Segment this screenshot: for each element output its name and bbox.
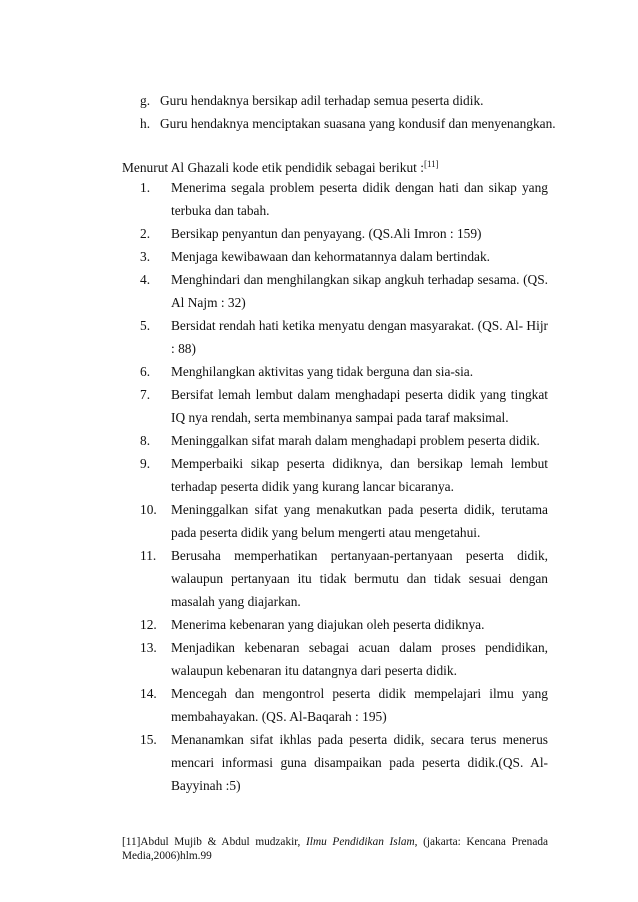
numbered-list — [122, 176, 548, 797]
item-text: Meninggalkan sifat marah dalam menghadapi problem peserta didik. — [171, 433, 540, 448]
list-item-text: Guru hendaknya bersikap adil terhadap semua peserta didik. — [160, 93, 484, 108]
item-text: Bersikap penyantun dan penyayang. (QS.Ali Imron : 159) — [171, 226, 482, 241]
list-item — [122, 268, 548, 314]
item-text: Menjaga kewibawaan dan kehormatannya dalam bertindak. — [171, 249, 491, 264]
list-item — [122, 682, 548, 728]
item-text: Meninggalkan sifat yang menakutkan pada peserta didik, terutama pada peserta didik yang belum mengerti atau mengetahui. — [171, 502, 548, 540]
item-number: 13. — [140, 640, 157, 655]
list-item — [122, 498, 548, 544]
item-text: Bersidat rendah hati ketika menyatu dengan masyarakat. (QS. Al- Hijr : 88) — [171, 318, 548, 356]
item-number: 3. — [140, 249, 151, 264]
list-item — [122, 544, 548, 613]
list-item — [122, 176, 548, 222]
item-number: 5. — [140, 318, 151, 333]
list-item — [122, 728, 548, 797]
footnote-suffix: , (jakarta: Kencana Prenada Media,2006)hlm.99 — [122, 836, 548, 862]
item-number: 8. — [140, 433, 151, 448]
item-text: Mencegah dan mengontrol peserta didik mempelajari ilmu yang membahayakan. (QS. Al-Baqarah : 195) — [171, 686, 548, 724]
footnote — [122, 835, 548, 863]
list-marker: g. — [140, 93, 151, 108]
item-number: 14. — [140, 686, 157, 701]
list-item — [122, 636, 548, 682]
item-number: 1. — [140, 180, 151, 195]
item-text: Menerima segala problem peserta didik dengan hati dan sikap yang terbuka dan tabah. — [171, 180, 548, 218]
list-item-h — [140, 116, 556, 132]
item-number: 15. — [140, 732, 157, 747]
item-number: 4. — [140, 272, 151, 287]
item-text: Menanamkan sifat ikhlas pada peserta didik, secara terus menerus mencari informasi guna disampaikan pada peserta didik.(QS. Al-Bayyinah :5) — [171, 732, 548, 793]
item-number: 6. — [140, 364, 151, 379]
list-item — [122, 360, 548, 383]
list-marker: h. — [140, 116, 151, 131]
list-item — [122, 383, 548, 429]
intro-paragraph — [122, 156, 439, 176]
list-item — [122, 613, 548, 636]
item-text: Menghindari dan menghilangkan sikap angkuh terhadap sesama. (QS. Al Najm : 32) — [171, 272, 548, 310]
item-text: Menghilangkan aktivitas yang tidak berguna dan sia-sia. — [171, 364, 474, 379]
list-item — [122, 245, 548, 268]
item-number: 7. — [140, 387, 151, 402]
footnote-prefix: [11]Abdul Mujib & Abdul mudzakir, — [122, 836, 301, 848]
item-text: Bersifat lemah lembut dalam menghadapi peserta didik yang tingkat IQ nya rendah, serta membinanya sampai pada taraf maksimal. — [171, 387, 548, 425]
list-item — [122, 429, 548, 452]
footnote-reference: [11] — [423, 159, 439, 169]
intro-text: Menurut Al Ghazali kode etik pendidik sebagai berikut : — [122, 160, 424, 175]
list-item-g — [140, 93, 484, 109]
list-item — [122, 314, 548, 360]
item-text: Memperbaiki sikap peserta didiknya, dan bersikap lemah lembut terhadap peserta didik yang kurang lancar bicaranya. — [171, 456, 548, 494]
item-text: Menerima kebenaran yang diajukan oleh peserta didiknya. — [171, 617, 485, 632]
item-text: Berusaha memperhatikan pertanyaan-pertanyaan peserta didik, walaupun pertanyaan itu tidak bermutu dan tidak sesuai dengan masalah yang diajarkan. — [171, 548, 548, 609]
item-number: 2. — [140, 226, 151, 241]
list-item-text: Guru hendaknya menciptakan suasana yang kondusif dan menyenangkan. — [160, 116, 556, 131]
list-item — [122, 452, 548, 498]
item-number: 12. — [140, 617, 157, 632]
item-text: Menjadikan kebenaran sebagai acuan dalam proses pendidikan, walaupun kebenaran itu datangnya dari peserta didik. — [171, 640, 548, 678]
footnote-book-title: Ilmu Pendidikan Islam — [306, 836, 415, 848]
item-number: 11. — [140, 548, 157, 563]
item-number: 10. — [140, 502, 157, 517]
item-number: 9. — [140, 456, 151, 471]
list-item — [122, 222, 548, 245]
